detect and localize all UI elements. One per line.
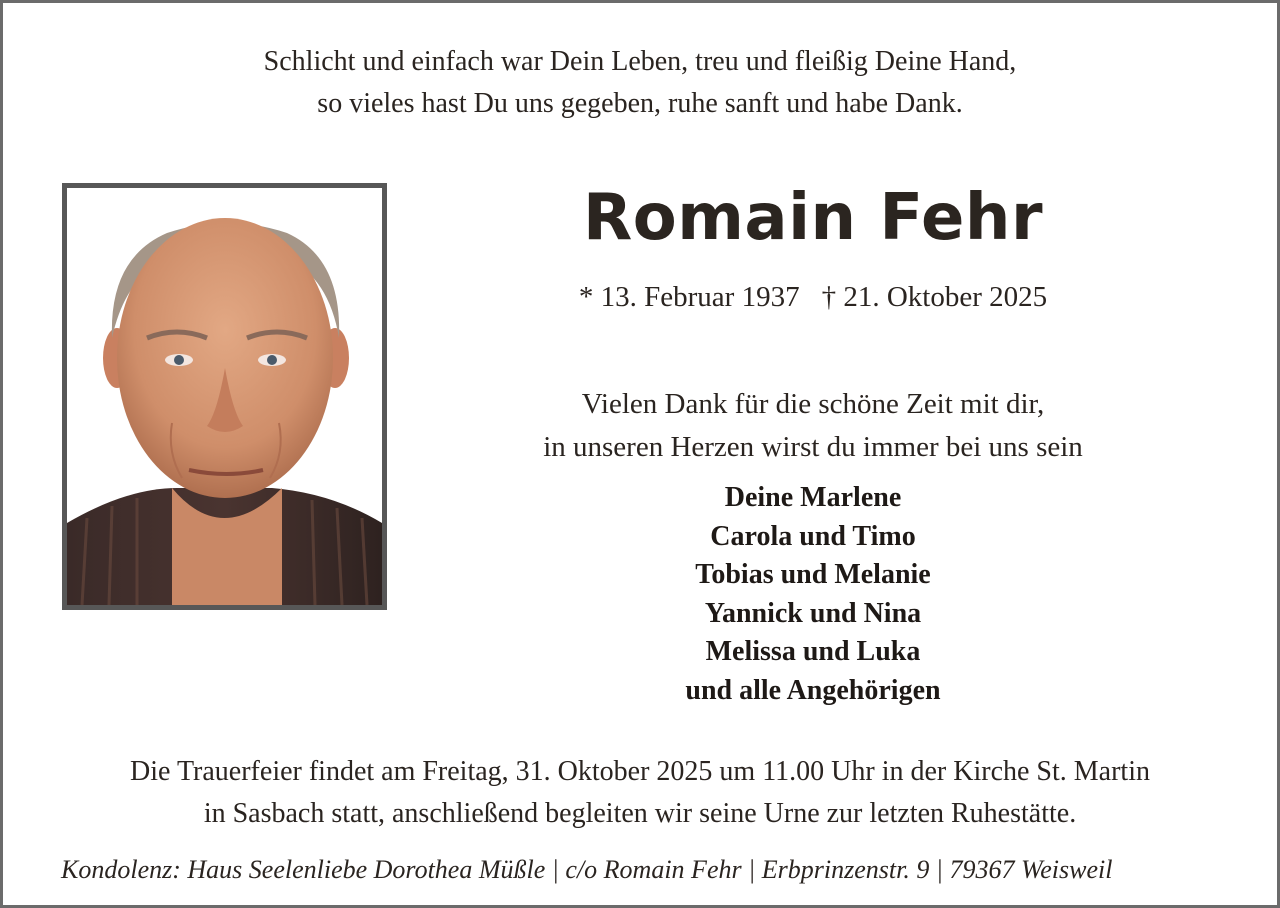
family-list	[503, 479, 1123, 710]
service-line-2: in Sasbach statt, anschließend begleiten wir seine Urne zur letzten Ruhestätte.	[203, 798, 1077, 829]
service-announcement	[3, 751, 1277, 835]
verse	[3, 41, 1277, 125]
family-member: Carola und Timo	[710, 520, 916, 552]
family-member: Yannick und Nina	[704, 597, 922, 629]
thanks-line-1: Vielen Dank für die schöne Zeit mit dir,	[581, 388, 1045, 420]
family-member: Deine Marlene	[724, 482, 902, 513]
thanks-line-2: in unseren Herzen wirst du immer bei uns sein	[543, 431, 1083, 463]
family-member: Tobias und Melanie	[695, 559, 931, 590]
portrait-illustration	[67, 188, 382, 605]
deceased-name: Romain Fehr	[582, 181, 1044, 255]
family-member: Melissa und Luka	[705, 636, 921, 667]
birth-date: * 13. Februar 1937	[578, 281, 800, 313]
portrait-photo	[62, 183, 387, 610]
life-dates	[503, 281, 1123, 314]
service-line-1: Die Trauerfeier findet am Freitag, 31. Oktober 2025 um 11.00 Uhr in der Kirche St. Martin	[130, 756, 1150, 787]
thanks-text	[463, 383, 1163, 469]
death-date: † 21. Oktober 2025	[821, 281, 1048, 313]
family-member: und alle Angehörigen	[685, 674, 941, 706]
condolence-address: Kondolenz: Haus Seelenliebe Dorothea Müßle | c/o Romain Fehr | Erbprinzenstr. 9 | 79367 Weisweil	[61, 855, 1113, 884]
verse-line-2: so vieles hast Du uns gegeben, ruhe sanft und habe Dank.	[317, 88, 963, 119]
verse-line-1: Schlicht und einfach war Dein Leben, treu und fleißig Deine Hand,	[263, 46, 1017, 77]
